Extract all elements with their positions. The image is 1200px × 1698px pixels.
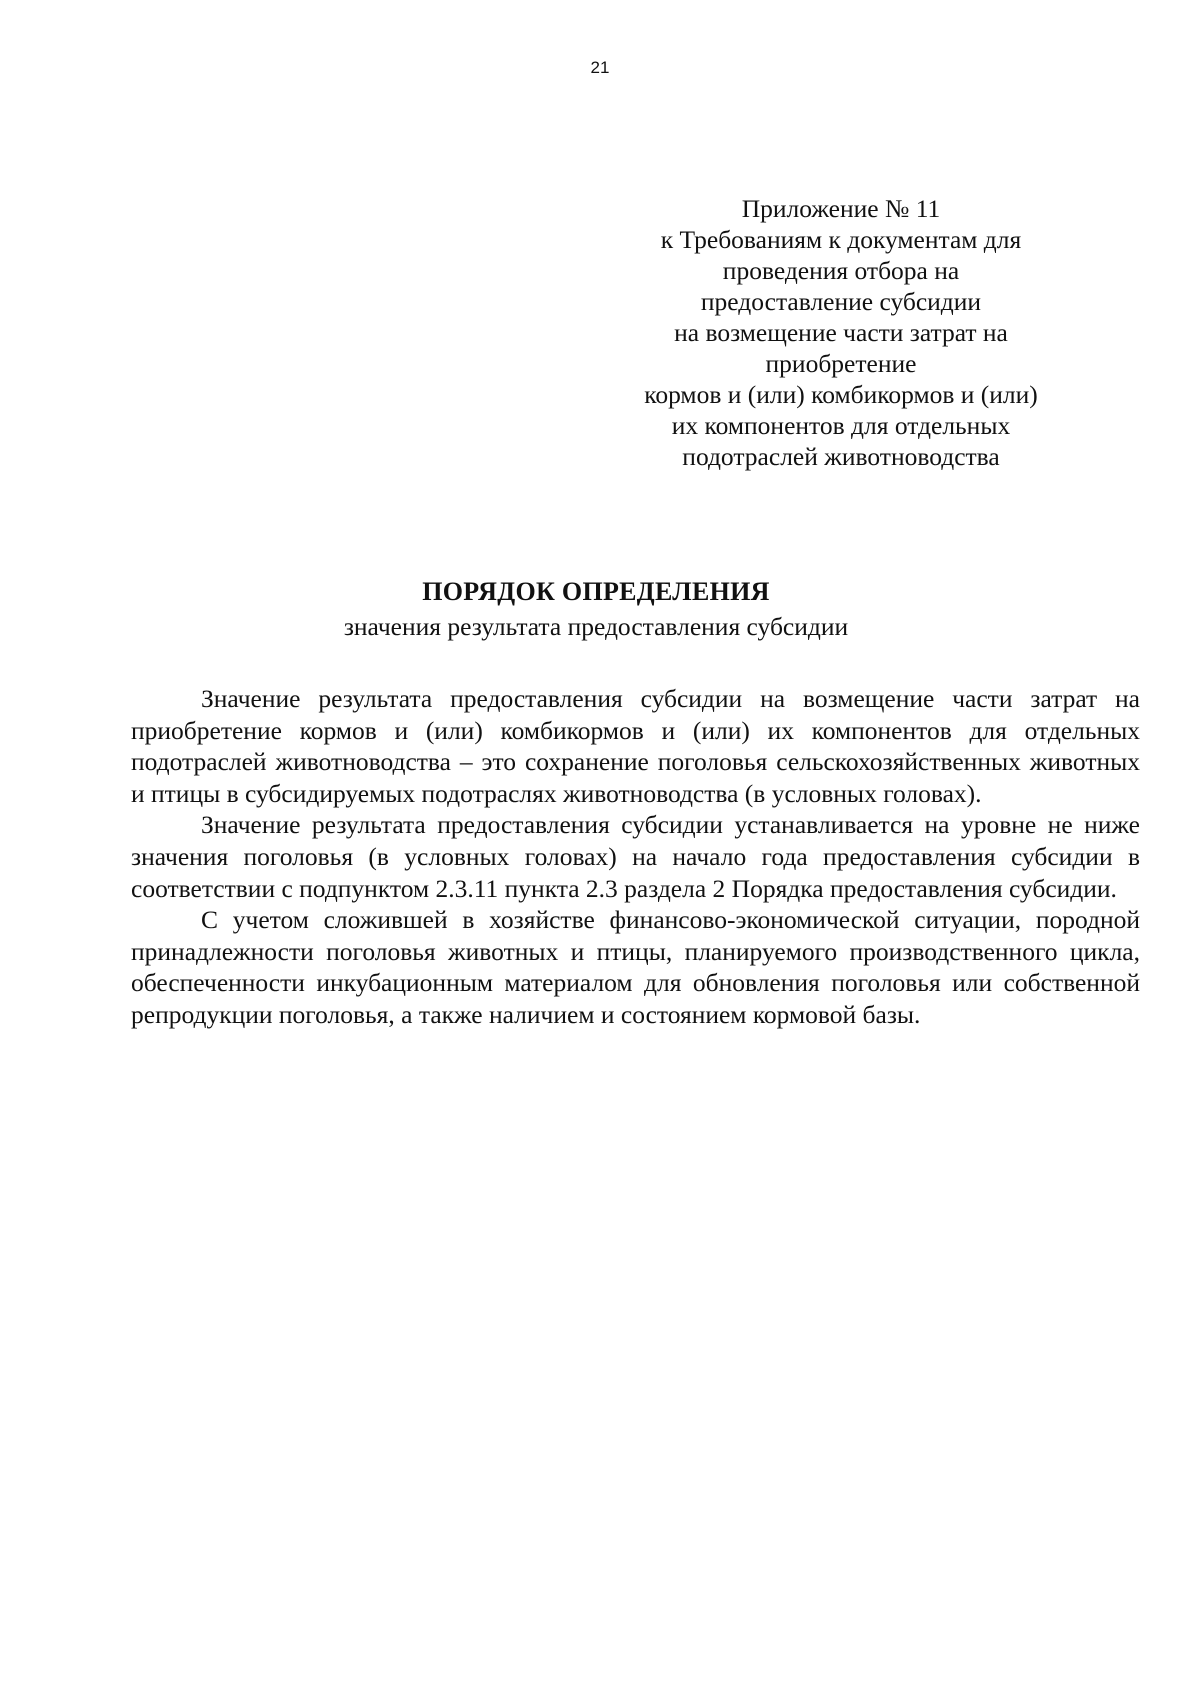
appendix-line: их компонентов для отдельных	[671, 411, 1011, 440]
page-number: 21	[590, 58, 610, 77]
body-paragraph: Значение результата предоставления субсидии на возмещение части затрат на приобретение кормов и (или) комбикормов и (или) их компонентов для отдельных подотраслей животноводства – это сохранение поголовья сельскохозяйственных животных и птицы в субсидируемых подотраслях животноводства (в условных головах).	[131, 684, 1140, 808]
appendix-header	[620, 193, 1062, 472]
appendix-line: на возмещение части затрат на	[674, 318, 1008, 347]
appendix-line: предоставление субсидии	[700, 287, 982, 316]
body-paragraph: С учетом сложившей в хозяйстве финансово-экономической ситуации, породной принадлежности поголовья животных и птицы, планируемого производственного цикла, обеспеченности инкубационным материалом для обновления поголовья или собственной репродукции поголовья, а также наличием и состоянием кормовой базы.	[131, 905, 1140, 1029]
document-body	[131, 683, 1140, 1031]
appendix-line: подотраслей животноводства	[682, 442, 1000, 471]
appendix-line: Приложение № 11	[741, 194, 941, 223]
appendix-line: проведения отбора на	[722, 256, 960, 285]
appendix-line: приобретение	[765, 349, 917, 378]
document-subtitle: значения результата предоставления субсидии	[343, 612, 849, 641]
body-paragraph: Значение результата предоставления субсидии устанавливается на уровне не ниже значения поголовья (в условных головах) на начало года предоставления субсидии в соответствии с подпунктом 2.3.11 пункта 2.3 раздела 2 Порядка предоставления субсидии.	[131, 810, 1140, 903]
appendix-line: кормов и (или) комбикормов и (или)	[644, 380, 1038, 409]
appendix-line: к Требованиям к документам для	[660, 225, 1022, 254]
document-title: ПОРЯДОК ОПРЕДЕЛЕНИЯ	[422, 577, 770, 606]
